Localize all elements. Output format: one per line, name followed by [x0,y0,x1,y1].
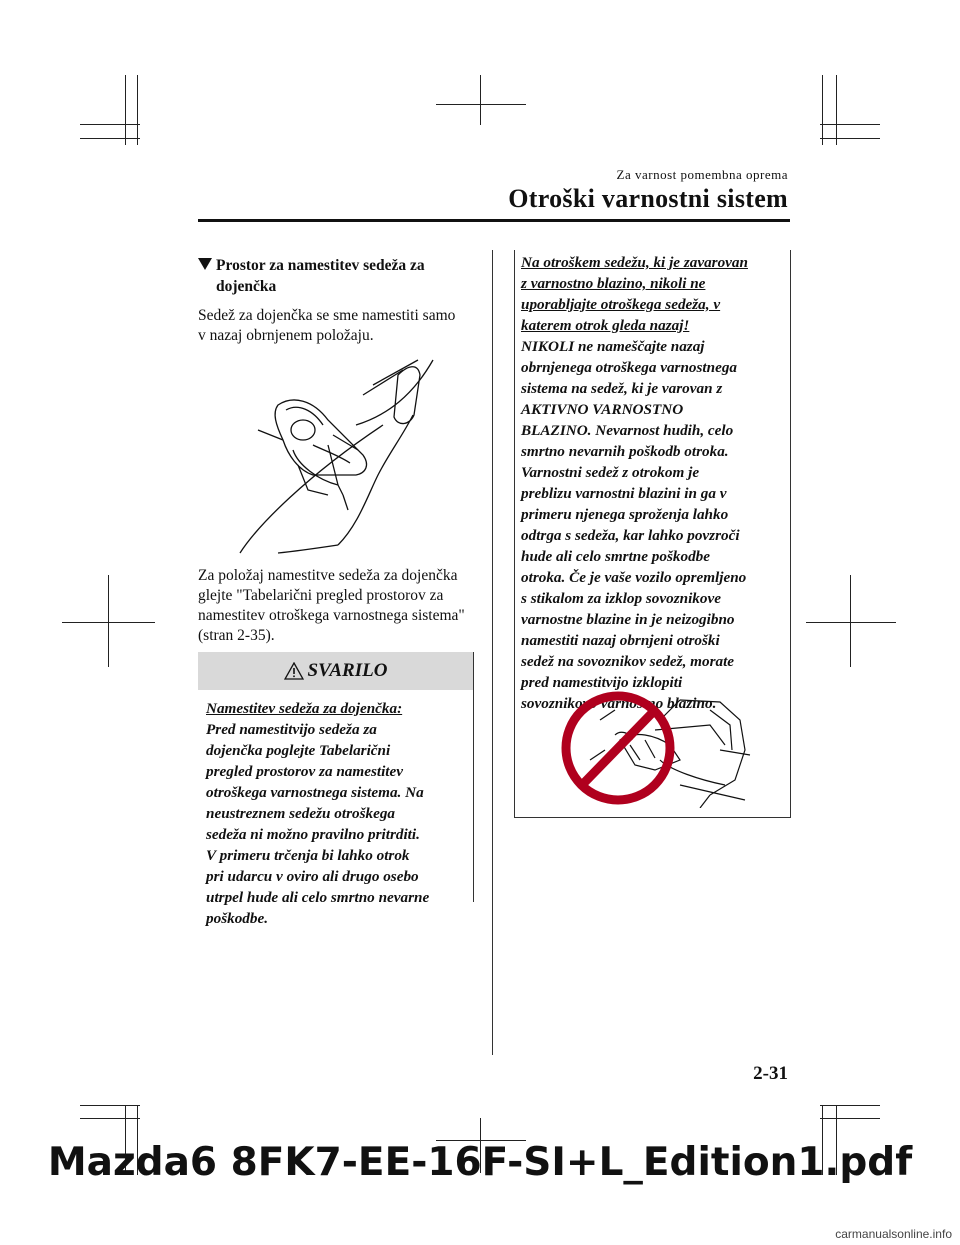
crop-mark [436,104,526,105]
text-line: neustreznem sedežu otroškega [206,805,396,822]
prohibition-slash [582,710,655,785]
text-line: poškodbe. [206,910,269,927]
text-line: sedež na sovoznikov sedež, morate [521,653,735,670]
text-line: pred namestitvijo izklopiti [521,674,683,691]
text-line: pri udarcu v oviro ali drugo osebo [206,868,419,885]
crop-mark [820,124,880,125]
crop-mark [820,1118,880,1119]
text-line: pregled prostorov za namestitev [206,763,403,780]
text-line: V primeru trčenja bi lahko otrok [206,847,410,864]
text-line: s stikalom za izklop sovoznikove [521,590,721,607]
crop-mark [806,622,896,623]
text-line: hude ali celo smrtne poškodbe [521,548,710,565]
crop-mark [80,138,140,139]
paragraph [198,566,476,646]
warning-subtitle: Namestitev sedeža za dojenčka: [206,700,403,717]
watermark[interactable]: carmanualsonline.info [835,1227,952,1241]
paragraph [198,306,476,346]
text-line: katerem otrok gleda nazaj! [521,317,690,334]
text-line: otroka. Če je vaše vozilo opremljeno [521,569,747,586]
text-line: (stran 2-35). [198,627,275,644]
text-line: Na otroškem sedežu, ki je zavarovan [521,254,748,271]
text-line: sovoznikovo varnostno blazino. [521,695,717,712]
crop-mark [125,75,126,145]
header-rule [198,219,790,222]
triangle-bullet-icon [198,258,212,270]
warning-header [198,652,473,690]
text-line: BLAZINO. Nevarnost hudih, celo [521,422,734,439]
subsection-heading [198,255,473,297]
warning-text [198,690,473,929]
text-line: Varnostni sedež z otrokom je [521,464,700,481]
crop-mark [62,622,155,623]
text-line: uporabljajte otroškega sedeža, v [521,296,721,313]
crop-mark [850,575,851,667]
crop-mark [820,1105,880,1106]
heading-line: Prostor za namestitev sedeža za [216,257,425,274]
text-line: v nazaj obrnjenem položaju. [198,327,374,344]
heading-line: dojenčka [216,278,277,295]
airbag-prohibition-illustration [560,690,760,808]
crop-mark [108,575,109,667]
text-line: smrtno nevarnih poškodb otroka. [521,443,729,460]
text-line: AKTIVNO VARNOSTNO [521,401,684,418]
text-line: namestiti nazaj obrnjeni otroški [521,632,720,649]
crop-mark [480,75,481,125]
footer-filename: Mazda6 8FK7-EE-16F-SI+L_Edition1.pdf [47,1140,913,1185]
warning-title: SVARILO [307,660,388,681]
text-line: Za položaj namestitve sedeža za dojenčka [198,567,458,584]
page-number: 2-31 [753,1063,788,1084]
crop-mark [137,75,138,145]
text-line: primeru njenega sproženja lahko [521,506,729,523]
text-line: obrnjenega otroškega varnostnega [521,359,738,376]
infant-seat-illustration [238,355,438,555]
text-line: utrpel hude ali celo smrtno nevarne [206,889,430,906]
crop-mark [80,1118,140,1119]
text-line: glejte "Tabelarični pregled prostorov za [198,587,444,604]
warning-triangle-icon [284,662,304,680]
crop-mark [80,124,140,125]
crop-mark [80,1105,140,1106]
text-line: Pred namestitvijo sedeža za [206,721,377,738]
page-title: Otroški varnostni sistem [508,184,788,213]
text-line: namestitev otroškega varnostnega sistema" [198,607,465,624]
text-line: z varnostno blazino, nikoli ne [521,275,706,292]
crop-mark [836,75,837,145]
text-line: sistema na sedež, ki je varovan z [521,380,723,397]
warning-text-continued [521,252,791,714]
crop-mark [820,138,880,139]
text-line: sedeža ni možno pravilno pritrditi. [206,826,420,843]
text-line: Sedež za dojenčka se sme namestiti samo [198,307,456,324]
warning-box [198,652,474,927]
text-line: odtrga s sedeža, kar lahko povzroči [521,527,740,544]
crop-mark [822,75,823,145]
section-label: Za varnost pomembna oprema [616,167,788,182]
text-line: dojenčka poglejte Tabelarični [206,742,391,759]
text-line: preblizu varnostni blazini in ga v [521,485,727,502]
column-divider [492,250,493,1055]
text-line: varnostne blazine in je neizogibno [521,611,735,628]
text-line: otroškega varnostnega sistema. Na [206,784,424,801]
text-line: NIKOLI ne nameščajte nazaj [521,338,705,355]
